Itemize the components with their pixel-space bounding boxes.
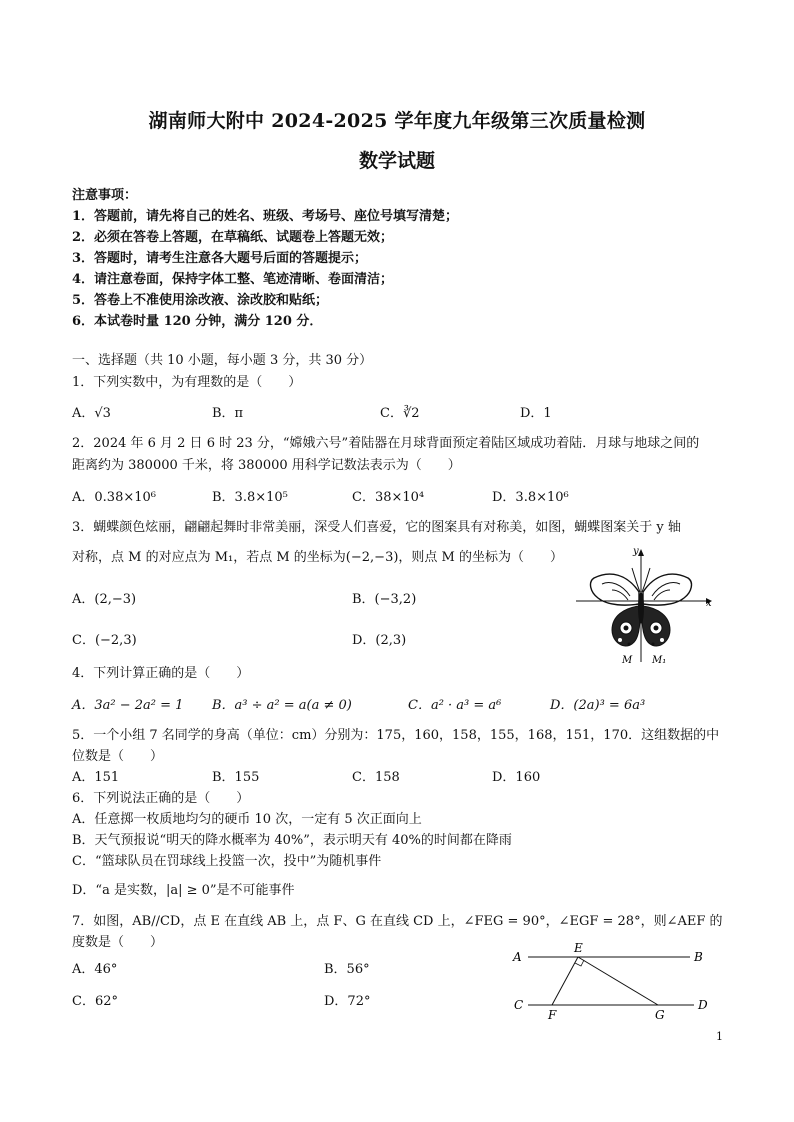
q5-stem-line2: 位数是（ ）	[72, 749, 164, 764]
q2-option-c: C．38×10⁴	[352, 490, 425, 505]
segment-ef	[552, 957, 578, 1005]
label-g: G	[655, 1008, 665, 1020]
q7-option-b: B．56°	[324, 962, 370, 977]
q3-option-a: A．(2,−3)	[72, 592, 137, 607]
page-number: 1	[716, 1030, 723, 1043]
q3-option-b: B．(−3,2)	[352, 592, 417, 607]
q1-option-c: C．∛2	[380, 406, 420, 421]
label-d: D	[698, 998, 708, 1012]
q6-option-c: C．“篮球队员在罚球线上投篮一次，投中”为随机事件	[72, 854, 382, 869]
q4-option-a: A．3a² − 2a² = 1	[72, 698, 184, 713]
q3-option-c: C．(−2,3)	[72, 633, 137, 648]
y-axis-label: y	[633, 546, 639, 557]
q5-option-c: C．158	[352, 770, 400, 785]
q2-option-d: D．3.8×10⁶	[492, 490, 569, 505]
q2-option-a: A．0.38×10⁶	[72, 490, 156, 505]
notice-item: 5．答卷上不准使用涂改液、涂改胶和贴纸；	[72, 293, 329, 308]
q6-option-b: B．天气预报说“明天的降水概率为 40%”，表示明天有 40%的时间都在降雨	[72, 833, 512, 848]
q5-option-b: B．155	[212, 770, 260, 785]
left-wing-vein	[602, 583, 630, 601]
left-wing-dot	[618, 638, 622, 642]
exam-subtitle: 数学试题	[358, 150, 435, 172]
notice-item: 4．请注意卷面，保持字体工整、笔迹清晰、卷面清洁；	[72, 272, 394, 287]
label-e: E	[574, 941, 583, 955]
q6-option-a: A．任意掷一枚质地均匀的硬币 10 次，一定有 5 次正面向上	[72, 812, 422, 827]
q4-option-c: C．a² · a³ = a⁶	[408, 698, 502, 713]
right-eyespot-center	[654, 626, 659, 631]
notice-heading: 注意事项：	[72, 188, 138, 203]
notice-item: 2．必须在答卷上答题，在草稿纸、试题卷上答题无效；	[72, 230, 394, 245]
q2-option-b: B．3.8×10⁵	[212, 490, 288, 505]
notice-item: 1．答题前，请先将自己的姓名、班级、考场号、座位号填写清楚；	[72, 209, 459, 224]
right-upper-wing	[643, 574, 691, 605]
left-eyespot-center	[624, 626, 629, 631]
y-axis-arrow-icon	[638, 549, 644, 556]
butterfly-body	[638, 592, 644, 624]
point-m1	[652, 643, 655, 646]
label-a: A	[513, 950, 522, 964]
right-wing-dot	[660, 638, 664, 642]
right-wing-vein	[652, 583, 680, 601]
q6-stem: 6．下列说法正确的是（ ）	[72, 791, 250, 806]
q5-stem-line1: 5．一个小组 7 名同学的身高（单位：cm）分别为：175，160，158，155，168，151，170．这组数据的中	[72, 728, 720, 743]
section-heading: 一、选择题（共 10 小题，每小题 3 分，共 30 分）	[72, 353, 373, 368]
q3-option-d: D．(2,3)	[352, 633, 407, 648]
q5-option-a: A．151	[72, 770, 120, 785]
x-axis-label: x	[706, 598, 712, 609]
point-m	[628, 643, 631, 646]
point-m1-label: M₁	[652, 655, 667, 666]
q2-stem-line2: 距离约为 380000 千米，将 380000 用科学记数法表示为（ ）	[72, 458, 461, 473]
q4-option-d: D．(2a)³ = 6a³	[550, 698, 646, 713]
q7-option-d: D．72°	[324, 994, 371, 1009]
q5-option-d: D．160	[492, 770, 541, 785]
label-f: F	[548, 1008, 557, 1020]
exam-title: 湖南师大附中 2024-2025 学年度九年级第三次质量检测	[148, 110, 646, 132]
q1-option-a: A．√3	[72, 406, 111, 421]
notice-item: 3．答题时，请考生注意各大题号后面的答题提示；	[72, 251, 368, 266]
q2-stem-line1: 2．2024 年 6 月 2 日 6 时 23 分，“嫦娥六号”着陆器在月球背面预定着陆区域成功着陆．月球与地球之间的	[72, 436, 700, 451]
q1-option-d: D．1	[520, 406, 552, 421]
q6-option-d: D．“a 是实数，|a| ≥ 0”是不可能事件	[72, 883, 295, 898]
q7-stem-line1: 7．如图，AB//CD，点 E 在直线 AB 上，点 F、G 在直线 CD 上，∠FEG = 90°，∠EGF = 28°，则∠AEF 的	[72, 914, 723, 929]
point-m-label: M	[622, 655, 633, 666]
q4-option-b: B．a³ ÷ a² = a(a ≠ 0)	[212, 698, 352, 713]
left-upper-wing	[591, 574, 639, 605]
q3-stem-line1: 3．蝴蝶颜色炫丽，翩翩起舞时非常美丽，深受人们喜爱，它的图案具有对称美，如图，蝴蝶图案关于 y 轴	[72, 520, 681, 535]
butterfly-figure	[572, 544, 722, 672]
q1-option-b: B．π	[212, 406, 244, 421]
segment-eg	[578, 957, 658, 1005]
notice-item: 6．本试卷时量 120 分钟，满分 120 分．	[72, 314, 323, 329]
label-b: B	[694, 950, 703, 964]
q7-stem-line2: 度数是（ ）	[72, 935, 164, 950]
q7-option-c: C．62°	[72, 994, 118, 1009]
q1-stem: 1．下列实数中，为有理数的是（ ）	[72, 375, 302, 390]
q4-stem: 4．下列计算正确的是（ ）	[72, 666, 250, 681]
q3-stem-line2: 对称，点 M 的对应点为 M₁，若点 M 的坐标为(−2,−3)，则点 M 的坐标为（ ）	[72, 550, 563, 565]
label-c: C	[514, 998, 524, 1012]
parallel-lines-figure	[508, 940, 718, 1020]
q7-option-a: A．46°	[72, 962, 118, 977]
